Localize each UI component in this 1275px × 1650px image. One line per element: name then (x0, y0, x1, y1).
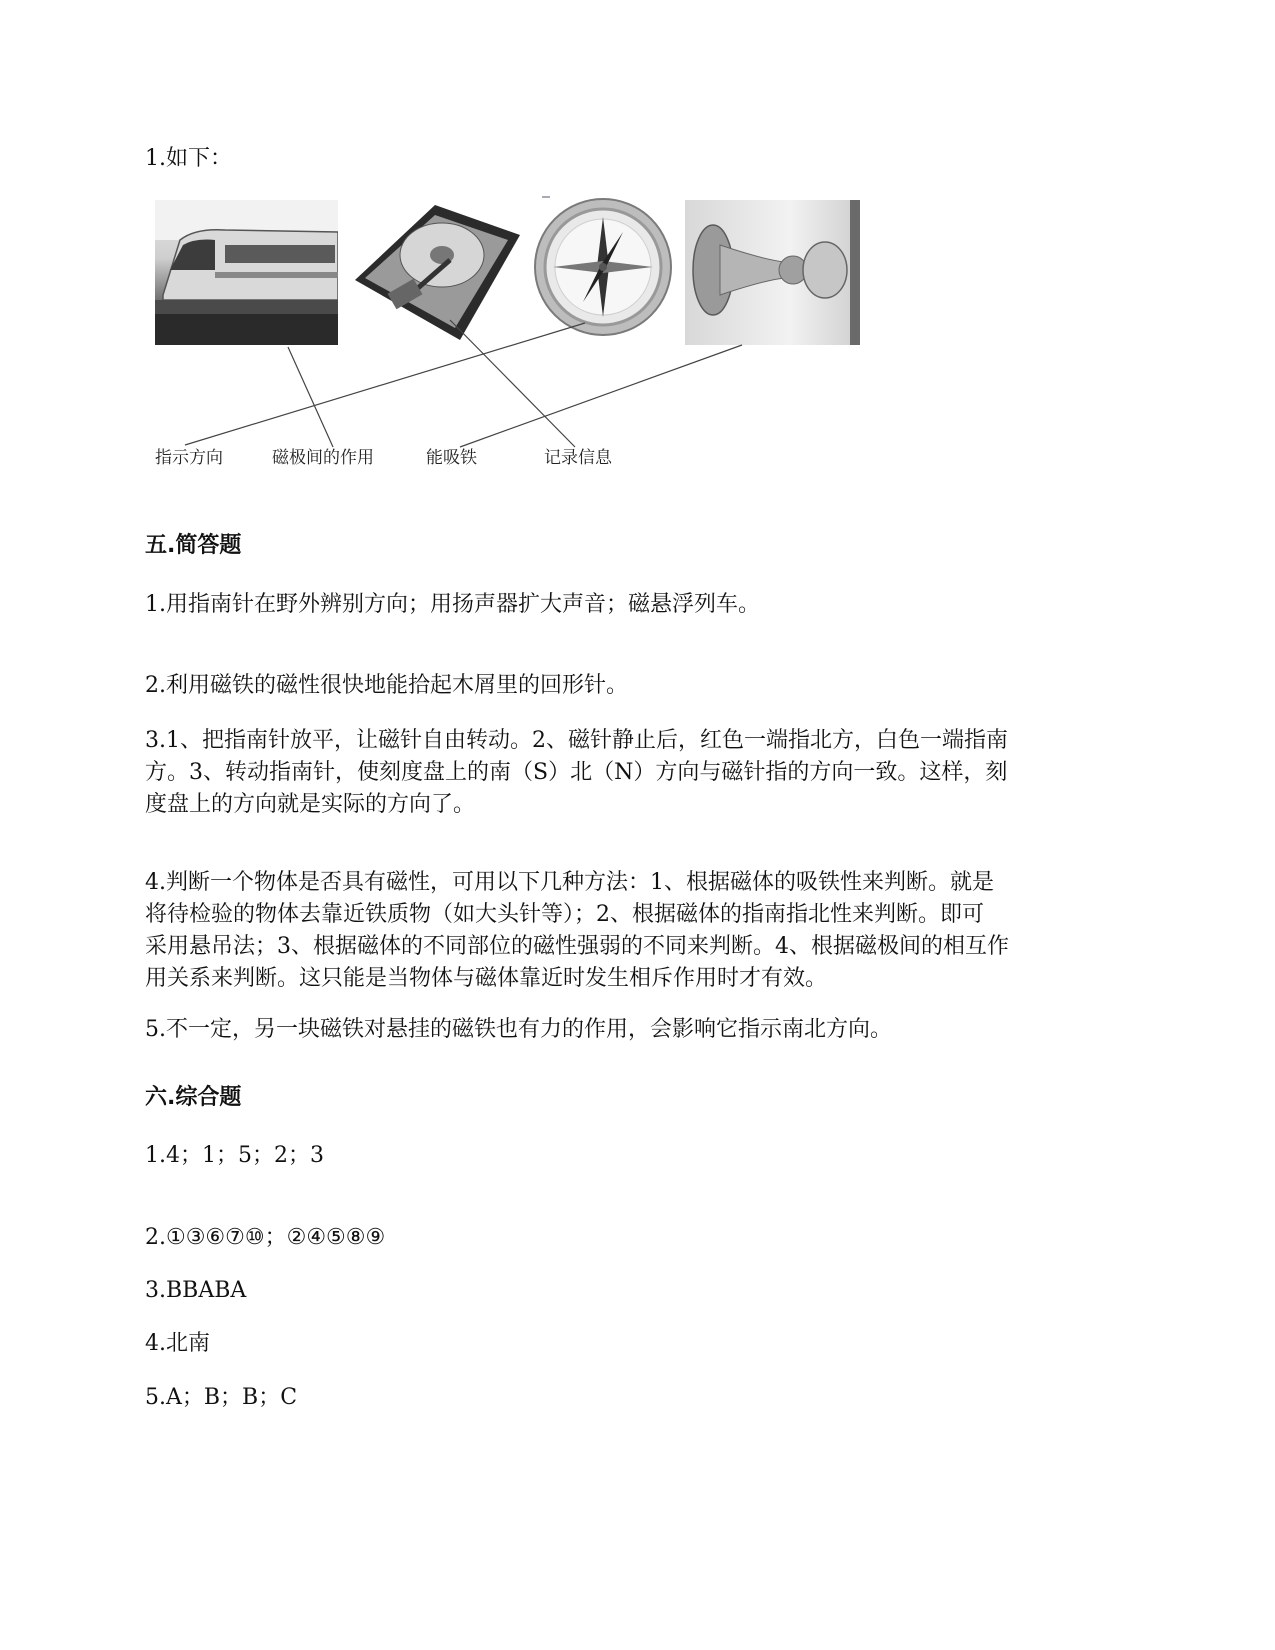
s6-answer-1: 1.4；1；5；2；3 (145, 1143, 324, 1168)
s5-answer-1: 1.用指南针在野外辨别方向；用扬声器扩大声音；磁悬浮列车。 (145, 592, 760, 617)
s5-answer-3-line: 3.1、把指南针放平，让磁针自由转动。2、磁针静止后，红色一端指北方，白色一端指南 (145, 728, 1008, 753)
s5-answer-4-line: 采用悬吊法；3、根据磁体的不同部位的磁性强弱的不同来判断。4、根据磁极间的相互作 (145, 934, 1009, 959)
label-point-direction: 指示方向 (155, 448, 223, 468)
s5-answer-3-line: 度盘上的方向就是实际的方向了。 (145, 792, 476, 817)
section6-heading: 六.综合题 (145, 1085, 242, 1110)
section5-heading: 五.简答题 (145, 533, 242, 558)
label-record-info: 记录信息 (544, 448, 612, 468)
matching-figure (150, 195, 890, 490)
label-attract-iron: 能吸铁 (426, 448, 477, 468)
s5-answer-3-line: 方。3、转动指南针，使刻度盘上的南（S）北（N）方向与磁针指的方向一致。这样，刻 (145, 760, 1008, 785)
intro-text: 1.如下： (145, 146, 232, 171)
label-pole-interaction: 磁极间的作用 (272, 448, 374, 468)
s6-answer-2: 2.①③⑥⑦⑩；②④⑤⑧⑨ (145, 1225, 386, 1250)
s6-answer-5: 5.A；B；B；C (145, 1385, 298, 1410)
s5-answer-4 (145, 867, 1009, 995)
s5-answer-4-line: 用关系来判断。这只能是当物体与磁体靠近时发生相斥作用时才有效。 (145, 966, 828, 991)
s5-answer-4-line: 4.判断一个物体是否具有磁性，可用以下几种方法：1、根据磁体的吸铁性来判断。就是 (145, 870, 994, 895)
s6-answer-3: 3.BBABA (145, 1278, 247, 1303)
s5-answer-5: 5.不一定，另一块磁铁对悬挂的磁铁也有力的作用，会影响它指示南北方向。 (145, 1017, 892, 1042)
s5-answer-2: 2.利用磁铁的磁性很快地能拾起木屑里的回形针。 (145, 673, 628, 698)
matching-lines (150, 195, 890, 490)
s5-answer-4-line: 将待检验的物体去靠近铁质物（如大头针等）；2、根据磁体的指南指北性来判断。即可 (145, 902, 984, 927)
s6-answer-4: 4.北南 (145, 1331, 210, 1356)
s5-answer-3 (145, 725, 1008, 821)
